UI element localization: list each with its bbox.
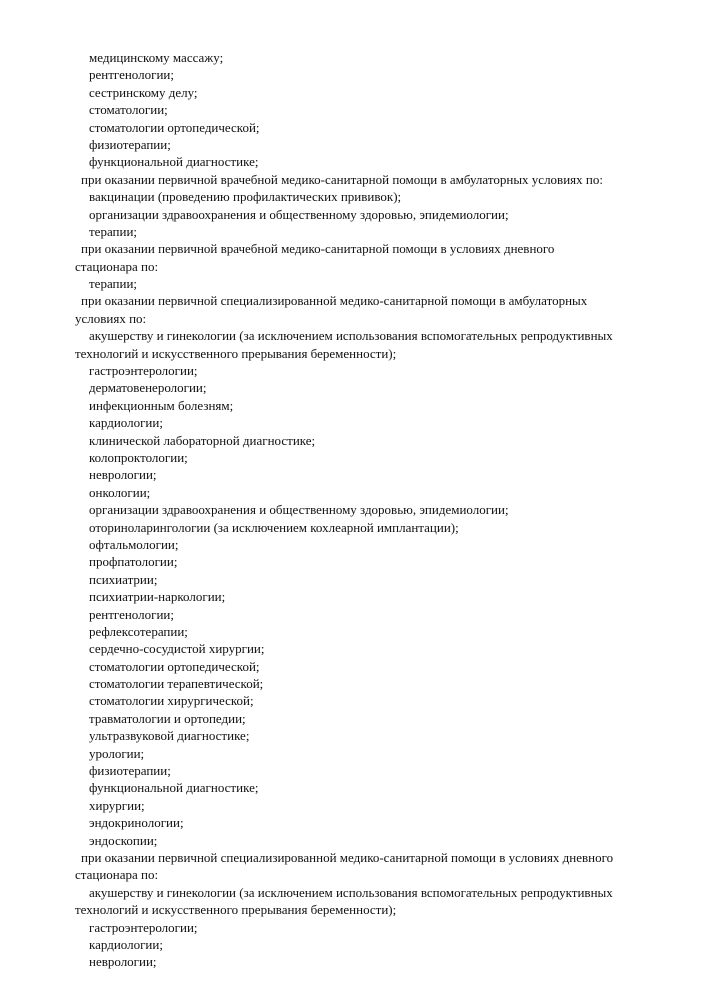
- list-item: неврологии;: [89, 954, 157, 970]
- list-item: стоматологии ортопедической;: [89, 119, 260, 135]
- list-item: рефлексотерапии;: [89, 623, 188, 639]
- list-item: клинической лабораторной диагностике;: [89, 432, 316, 448]
- section-heading-continuation: условиях по:: [75, 310, 147, 326]
- section-heading-continuation: стационара по:: [75, 867, 159, 883]
- section-heading: при оказании первичной врачебной медико-санитарной помощи в условиях дневного: [81, 241, 555, 257]
- list-item: гастроэнтерологии;: [89, 919, 198, 935]
- list-item: вакцинации (проведению профилактических прививок);: [89, 189, 402, 205]
- list-item: онкологии;: [89, 484, 151, 500]
- list-item: функциональной диагностике;: [89, 780, 259, 796]
- list-item: рентгенологии;: [89, 606, 174, 622]
- section-heading-continuation: стационара по:: [75, 258, 159, 274]
- list-item: организации здравоохранения и общественному здоровью, эпидемиологии;: [89, 502, 509, 518]
- list-item: оториноларингологии (за исключением кохлеарной имплантации);: [89, 519, 459, 535]
- list-item: эндокринологии;: [89, 815, 184, 831]
- list-item: медицинскому массажу;: [89, 50, 224, 65]
- list-item: психиатрии;: [89, 571, 158, 587]
- list-item: травматологии и ортопедии;: [89, 710, 246, 726]
- list-item: профпатологии;: [89, 554, 178, 570]
- list-item-continuation: технологий и искусственного прерывания беременности);: [75, 345, 397, 361]
- list-item: ультразвуковой диагностике;: [89, 728, 250, 744]
- list-item: офтальмологии;: [89, 536, 179, 552]
- list-item: терапии;: [89, 276, 138, 292]
- list-item: акушерству и гинекологии (за исключением использования вспомогательных репродуктивных: [89, 328, 613, 344]
- list-item: психиатрии-наркологии;: [89, 589, 226, 605]
- list-item: акушерству и гинекологии (за исключением использования вспомогательных репродуктивных: [89, 884, 613, 900]
- list-item: стоматологии хирургической;: [89, 693, 254, 709]
- list-item: терапии;: [89, 223, 138, 239]
- list-item: неврологии;: [89, 467, 157, 483]
- list-item: рентгенологии;: [89, 67, 174, 83]
- list-item: стоматологии ортопедической;: [89, 658, 260, 674]
- list-item: организации здравоохранения и общественному здоровью, эпидемиологии;: [89, 206, 509, 222]
- list-item: урологии;: [89, 745, 145, 761]
- list-item: инфекционным болезням;: [89, 397, 234, 413]
- section-heading: при оказании первичной врачебной медико-санитарной помощи в амбулаторных условиях по:: [81, 171, 603, 187]
- list-item: физиотерапии;: [89, 136, 171, 152]
- list-item: гастроэнтерологии;: [89, 363, 198, 379]
- list-item: колопроктологии;: [89, 449, 188, 465]
- list-item-continuation: технологий и искусственного прерывания беременности);: [75, 902, 397, 918]
- list-item: стоматологии терапевтической;: [89, 676, 264, 692]
- list-item: сердечно-сосудистой хирургии;: [89, 641, 265, 657]
- list-item: дерматовенерологии;: [89, 380, 207, 396]
- section-heading: при оказании первичной специализированной медико-санитарной помощи в амбулаторных: [81, 293, 588, 309]
- list-item: функциональной диагностике;: [89, 154, 259, 170]
- list-item: физиотерапии;: [89, 763, 171, 779]
- list-item: кардиологии;: [89, 415, 163, 431]
- section-heading: при оказании первичной специализированной медико-санитарной помощи в условиях дневного: [81, 849, 614, 865]
- list-item: хирургии;: [89, 797, 145, 813]
- list-item: эндоскопии;: [89, 832, 158, 848]
- list-item: кардиологии;: [89, 936, 163, 952]
- list-item: сестринскому делу;: [89, 84, 198, 100]
- list-item: стоматологии;: [89, 102, 168, 118]
